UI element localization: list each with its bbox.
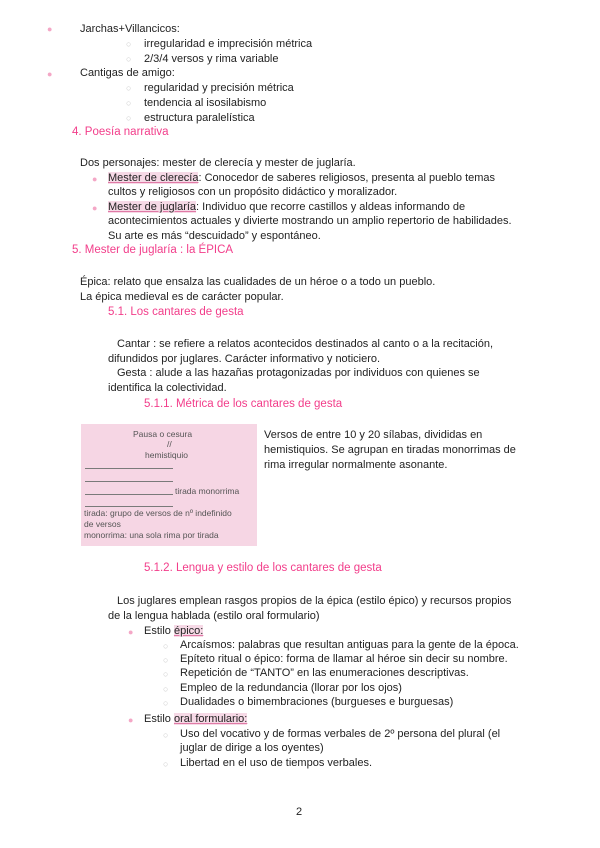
term-highlight: Mester de clerecía xyxy=(108,172,199,184)
diagram-label: tirada: grupo de versos de nº indefinido xyxy=(84,508,232,518)
diagram-label: de versos xyxy=(84,519,121,529)
diagram-label: // xyxy=(167,439,172,449)
subsection-heading: 5.1.2. Lengua y estilo de los cantares de gesta xyxy=(144,562,382,574)
list-item: Arcaísmos: palabras que resultan antiguas para la gente de la época. xyxy=(180,639,519,651)
bullet-icon: ● xyxy=(47,24,53,34)
sub-bullet-icon: ○ xyxy=(163,641,169,651)
paragraph: Cantar : se refiere a relatos acontecidos destinados al canto o a la recitación, xyxy=(117,338,494,350)
section-heading: 4. Poesía narrativa xyxy=(72,126,169,138)
sub-bullet-icon: ○ xyxy=(126,83,132,93)
paragraph: rima irregular normalmente asonante. xyxy=(264,459,448,471)
list-item: Libertad en el uso de tiempos verbales. xyxy=(180,757,373,769)
sub-bullet-icon: ○ xyxy=(163,730,169,740)
term-highlight: Mester de juglaría xyxy=(108,201,197,213)
paragraph: Versos de entre 10 y 20 sílabas, divididas en xyxy=(264,429,483,441)
verse-line xyxy=(85,481,173,482)
subsection-heading: 5.1. Los cantares de gesta xyxy=(108,306,244,318)
paragraph: Dos personajes: mester de clerecía y mester de juglaría. xyxy=(80,157,356,169)
list-item-continuation: acontecimientos actuales y divierte mostrando un amplio repertorio de habilidades. xyxy=(108,215,512,227)
list-item: Estilo oral formulario: xyxy=(144,713,248,725)
paragraph: Los juglares emplean rasgos propios de la épica (estilo épico) y recursos propios xyxy=(117,595,512,607)
list-item: Repetición de “TANTO” en las enumeraciones descriptivas. xyxy=(180,667,469,679)
verse-line xyxy=(85,468,173,469)
paragraph: Gesta : alude a las hazañas protagonizadas por individuos con quienes se xyxy=(117,367,480,379)
diagram-label: Pausa o cesura xyxy=(133,429,193,439)
bullet-icon: ● xyxy=(47,69,53,79)
paragraph: difundidos por juglares. Carácter informativo y noticiero. xyxy=(108,353,381,365)
list-item: Cantigas de amigo: xyxy=(80,67,175,79)
subsection-heading: 5.1.1. Métrica de los cantares de gesta xyxy=(144,398,343,410)
diagram-label: monorrima: una sola rima por tirada xyxy=(84,530,219,540)
list-item: Jarchas+Villancicos: xyxy=(80,23,180,35)
term-highlight: épico: xyxy=(173,625,204,637)
sub-bullet-icon: ○ xyxy=(163,698,169,708)
bullet-icon: ● xyxy=(128,627,134,637)
paragraph: hemistiquios. Se agrupan en tiradas monorrimas de xyxy=(264,444,516,456)
list-item: Empleo de la redundancia (llorar por los ojos) xyxy=(180,682,402,694)
list-item: Epíteto ritual o épico: forma de llamar al héroe sin decir su nombre. xyxy=(180,653,508,665)
sub-bullet-icon: ○ xyxy=(163,655,169,665)
sub-bullet-icon: ○ xyxy=(126,39,132,49)
bullet-icon: ● xyxy=(92,203,98,213)
list-item: 2/3/4 versos y rima variable xyxy=(144,53,279,65)
list-item: Mester de juglaría: Individuo que recorre castillos y aldeas informando de xyxy=(108,201,466,213)
sub-bullet-icon: ○ xyxy=(126,98,132,108)
list-item: regularidad y precisión métrica xyxy=(144,82,294,94)
list-item: irregularidad e imprecisión métrica xyxy=(144,38,313,50)
bullet-icon: ● xyxy=(128,715,134,725)
paragraph: Épica: relato que ensalza las cualidades de un héroe o a todo un pueblo. xyxy=(80,276,436,288)
list-item: Dualidades o bimembraciones (burgueses e burguesas) xyxy=(180,696,454,708)
paragraph: identifica la colectividad. xyxy=(108,382,227,394)
page-number: 2 xyxy=(296,806,303,818)
sub-bullet-icon: ○ xyxy=(126,113,132,123)
list-item: tendencia al isosilabismo xyxy=(144,97,267,109)
paragraph: La épica medieval es de carácter popular. xyxy=(80,291,284,303)
sub-bullet-icon: ○ xyxy=(163,759,169,769)
metric-diagram xyxy=(81,424,257,546)
sub-bullet-icon: ○ xyxy=(163,684,169,694)
list-item: estructura paralelística xyxy=(144,112,255,124)
list-item: Mester de clerecía: Conocedor de saberes religiosos, presenta al pueblo temas xyxy=(108,172,496,184)
bullet-icon: ● xyxy=(92,174,98,184)
sub-bullet-icon: ○ xyxy=(126,54,132,64)
paragraph: de la lengua hablada (estilo oral formulario) xyxy=(108,610,320,622)
list-item: Uso del vocativo y de formas verbales de 2º persona del plural (el xyxy=(180,728,501,740)
term-highlight: oral formulario: xyxy=(173,713,248,725)
sub-bullet-icon: ○ xyxy=(163,669,169,679)
diagram-label: tirada monorrima xyxy=(175,486,240,496)
verse-line xyxy=(85,494,173,495)
list-item-continuation: cultos y religiosos con un propósito didáctico y moralizador. xyxy=(108,186,398,198)
list-item-continuation: juglar de dirige a los oyentes) xyxy=(180,742,324,754)
list-item: Estilo épico: xyxy=(144,625,204,637)
list-item-continuation: Su arte es más “descuidado” y espontáneo. xyxy=(108,230,321,242)
diagram-label: hemistiquio xyxy=(145,450,188,460)
verse-line xyxy=(85,506,173,507)
section-heading: 5. Mester de juglaría : la ÉPICA xyxy=(72,244,234,256)
